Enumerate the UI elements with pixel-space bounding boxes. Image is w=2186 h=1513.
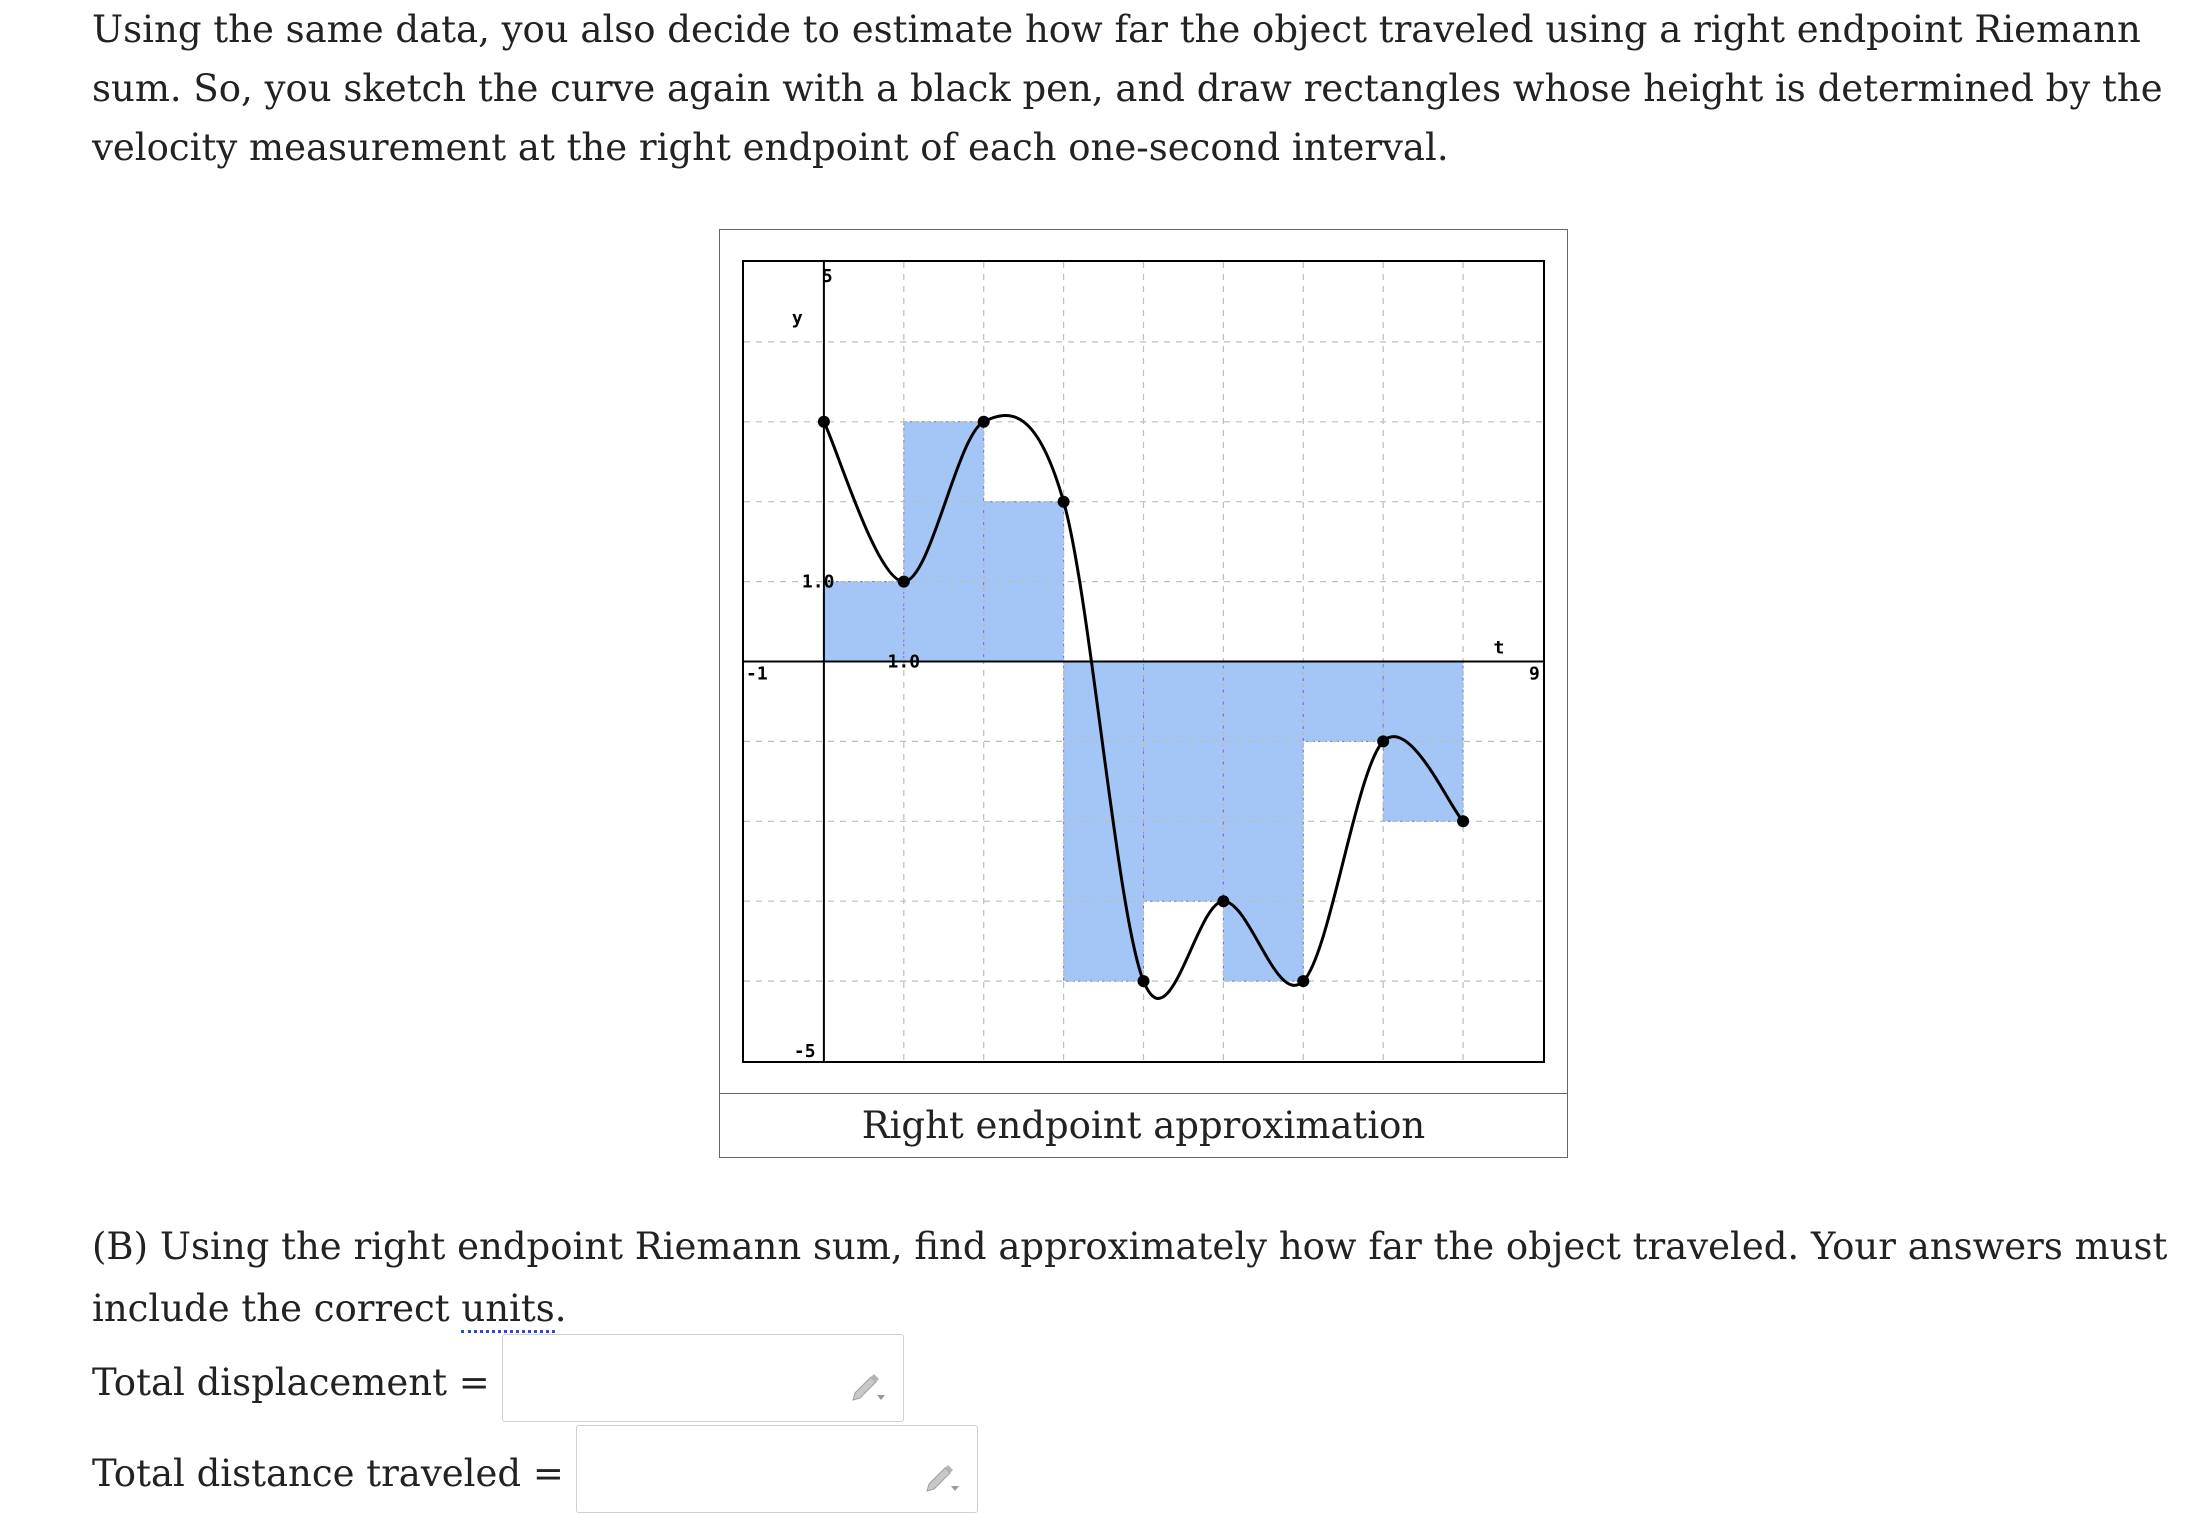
question-end: . (554, 1287, 567, 1330)
units-link[interactable]: units (461, 1287, 554, 1333)
question-body: (B) Using the right endpoint Riemann sum, find approximately how far the object traveled. Your answers must include the correct (92, 1225, 2168, 1330)
data-point (1377, 735, 1389, 747)
data-point (1138, 975, 1150, 987)
data-point (1217, 895, 1229, 907)
displacement-answer-box[interactable] (502, 1334, 904, 1422)
x-max-label: 9 (1529, 663, 1540, 685)
intro-paragraph: Using the same data, you also decide to estimate how far the object traveled using a right endpoint Riemann sum. So, you sketch the curve again with a black pen, and draw rectangles whose height is determined by the velocity measurement at the right endpoint of each one-second interval. (92, 8, 2163, 169)
x-min-label: -1 (746, 663, 768, 685)
riemann-rect (1303, 662, 1383, 742)
y-min-label: -5 (793, 1041, 816, 1061)
distance-row (92, 1425, 978, 1513)
distance-answer-box[interactable] (576, 1425, 978, 1513)
pencil-icon[interactable] (847, 1365, 887, 1405)
data-point (978, 416, 990, 428)
data-point (1457, 815, 1469, 827)
displacement-input[interactable] (503, 1335, 819, 1417)
figure-caption: Right endpoint approximation (720, 1093, 1567, 1157)
data-point (1297, 975, 1309, 987)
distance-label: Total distance traveled = (92, 1452, 564, 1495)
riemann-chart (744, 262, 1543, 1061)
y-max-label: 5 (821, 266, 833, 287)
riemann-rect (824, 582, 904, 662)
pencil-icon[interactable] (921, 1456, 961, 1496)
y-axis-label: y (791, 308, 803, 329)
graph-area (742, 260, 1545, 1063)
data-point (1058, 496, 1070, 508)
displacement-label: Total displacement = (92, 1361, 490, 1404)
y-unit-label: 1.0 (801, 571, 835, 593)
riemann-figure (719, 229, 1568, 1158)
question-text (92, 1216, 2172, 1340)
x-axis-label: t (1493, 637, 1505, 659)
riemann-rect (1144, 662, 1224, 902)
data-point (818, 416, 830, 428)
displacement-row (92, 1334, 904, 1422)
riemann-rect (904, 422, 984, 662)
data-point (898, 576, 910, 588)
x-unit-label: 1.0 (887, 651, 921, 673)
